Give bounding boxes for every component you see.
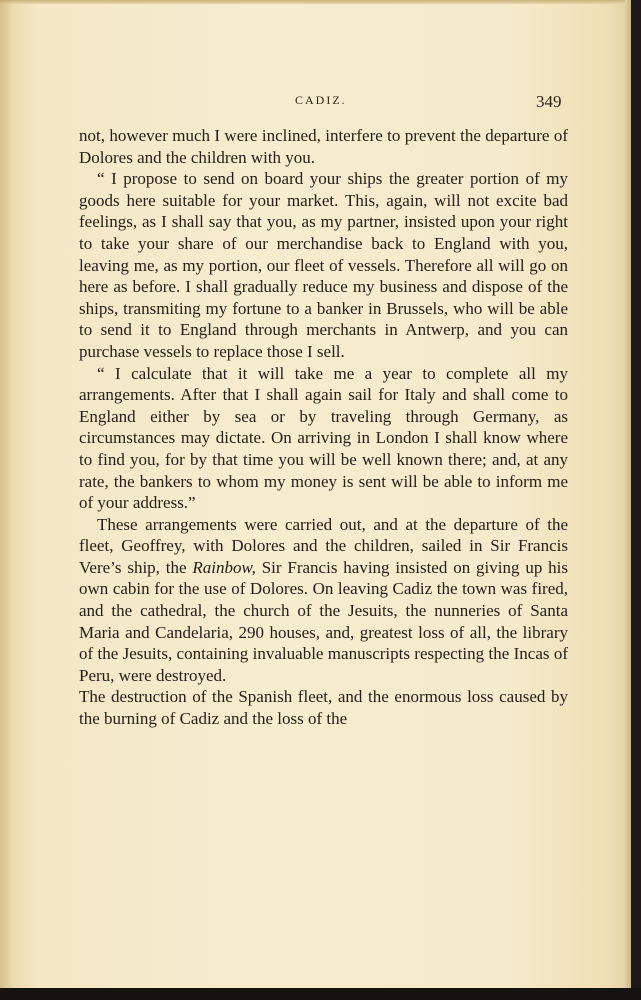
spine-shadow (0, 0, 14, 990)
paragraph (79, 125, 568, 168)
ship-name: Rainbow, (192, 557, 256, 577)
paragraph-text: Sir Francis having insisted on giving up his own cabin for the use of Dolores. On leaving Cadiz the town was fired, and the cathedral, the church of the Jesuits, the nunneries of Santa Maria and Candelaria, 290 houses, and, greatest loss of all, the library of the Jesuits, containing invaluable manuscripts respecting the Incas of Peru, were destroyed. (79, 557, 569, 685)
paragraph (79, 168, 568, 362)
running-head: CADIZ. (295, 93, 347, 107)
page-number: 349 (536, 92, 562, 111)
paragraph-text: not, however much I were inclined, interfere to prevent the departure of Dolores and the children with you. (79, 126, 568, 167)
page-top-edge (0, 0, 631, 4)
paragraph (79, 363, 568, 514)
paragraph (79, 514, 568, 687)
paragraph-text: “ I calculate that it will take me a year to complete all my arrangements. After that I shall again sail for Italy and shall come to England either by sea or by traveling through Germany, as circumstances may dictate. On arriving in London I shall know where to find you, for by that time you will be well known there; and, at any rate, the bankers to whom my money is sent will be able to inform me of your address.” (79, 363, 568, 513)
body-text (79, 125, 568, 730)
paragraph-text: These arrangements were carried out, and at the departure of the fleet, Geoffrey, with Dolores and the children, sailed in Sir Francis Vere’s ship, the (79, 514, 568, 577)
paragraph (79, 686, 568, 729)
page-right-edge (625, 0, 631, 990)
paragraph-text: “ I propose to send on board your ships the greater portion of my goods here suitable for your market. This, again, will not excite bad feelings, as I shall say that you, as my partner, insisted upon your right to take your share of our merchandise back to England with you, leaving me, as my portion, our fleet of vessels. Therefore all will go on here as before. I shall gradually reduce my business and dispose of the ships, transmiting my fortune to a banker in Brussels, who will be able to send it to England through merchants in Antwerp, and you can purchase vessels to replace those I sell. (79, 169, 568, 361)
scan-bottom-edge (0, 988, 641, 1000)
paragraph-text: The destruction of the Spanish fleet, and the enormous loss caused by the burning of Cadiz and the loss of the (79, 687, 568, 729)
